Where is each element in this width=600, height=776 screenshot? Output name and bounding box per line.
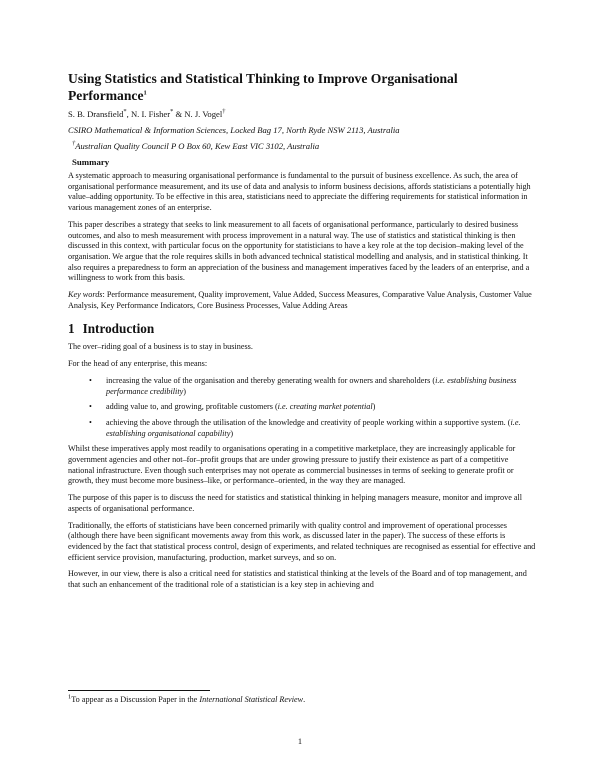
section-title: Introduction xyxy=(82,321,155,337)
author-3: & N. J. Vogel xyxy=(173,109,223,119)
list-item-text: increasing the value of the organisation and thereby generating wealth for owners and shareholders ( xyxy=(106,375,436,385)
affiliation-2 xyxy=(72,141,536,152)
intro-paragraph-2: For the head of any enterprise, this means: xyxy=(68,359,208,369)
footnote-rule xyxy=(68,690,210,691)
list-item-end: ) xyxy=(230,428,234,438)
list-item-emphasis: i.e. establishing business performance credibility xyxy=(106,375,517,396)
page-number: 1 xyxy=(297,737,303,746)
title-line-1: Using Statistics and Statistical Thinking to Improve Organisational xyxy=(68,71,458,86)
list-item-emphasis: i.e. creating market potential xyxy=(277,402,373,412)
intro-paragraph-4: The purpose of this paper is to discuss the need for statistics and statistical thinking in helping managers measure, monitor and improve all aspects of organisational performance. xyxy=(68,493,523,513)
section-heading-introduction xyxy=(68,321,536,336)
footnote-text: To appear as a Discussion Paper in the xyxy=(71,695,200,704)
intro-paragraph-3: Whilst these imperatives apply most readily to organisations operating in a competitive marketplace, they are increasingly applicable for government agencies and other not–for–profit groups that are under growing pressure to justify their existence as part of a competitive national infrastructure. Even though such enterprises may not operate as commercial businesses in terms of seeking to generate profit or growth, they must become more business–like, or performance–oriented, in the way they are managed. xyxy=(68,444,516,486)
footnote-marker: 1 xyxy=(68,693,72,701)
bullet-icon: • xyxy=(89,417,92,427)
affiliation-1: CSIRO Mathematical & Information Sciences, Locked Bag 17, North Ryde NSW 2113, Australia xyxy=(68,125,400,135)
title-line-2: Performance xyxy=(68,88,144,103)
bullet-icon: • xyxy=(89,402,92,412)
bullet-icon: • xyxy=(89,375,92,385)
abstract-paragraph-2: This paper describes a strategy that seeks to link measurement to all facets of organisational performance, particularly to desired business outcomes, and also to mesh measurement with process improvement in a natural way. The use of statistics and statistical thinking is then discussed in this context, with particular focus on the opportunity for statisticians to have a key role at the top decision–making level of the organisation. We argue that the role requires skills in both advanced technical statistical modelling and analysis, and in statistical thinking. It also requires a preparedness to form an appreciation of the business and management imperatives faced by the leaders of an enterprise, and a willingness to work from this basis. xyxy=(68,219,530,283)
author-2: , N. I. Fisher xyxy=(126,109,171,119)
intro-paragraph-6: However, in our view, there is also a critical need for statistics and statistical thinking at the levels of the Board and of top management, and that such an enhancement of the traditional role of a statistician is a key step in achieving and xyxy=(68,569,527,590)
list-item-text: adding value to, and growing, profitable customers ( xyxy=(106,402,278,412)
summary-heading: Summary xyxy=(72,157,110,167)
author-1-marker: * xyxy=(123,108,127,116)
author-list xyxy=(68,109,536,120)
abstract-paragraph-1: A systematic approach to measuring organisational performance is fundamental to the pursuit of business excellence. As such, the area of organisational performance measurement, and its use of data and analysis to inform business decisions, affords statisticians a potentially high value–adding opportunity. To be effective in this area, statisticians need to appreciate the differing requirements for statistical information in various management zones of an enterprise. xyxy=(68,171,531,213)
paper-title xyxy=(68,70,536,104)
intro-paragraph-5: Traditionally, the efforts of statisticians have been concerned primarily with quality control and improvement of operational processes (although there have been significant movements away from this work, as discussed later in the paper). The success of these efforts is evidenced by the fact that statistical process control, design of experiments, and related techniques are recognised as essential for effective and efficient service provision, manufacturing, production, market surveys, and so on. xyxy=(68,520,536,562)
list-item-text: achieving the above through the utilisation of the knowledge and creativity of people working within a supportive system. ( xyxy=(106,417,511,427)
list-item-end: ) xyxy=(372,402,376,412)
keywords-text: : Performance measurement, Quality improvement, Value Added, Success Measures, Comparative Value Analysis, Customer Value Analysis, Key Performance Indicators, Core Business Processes, Value Adding Areas xyxy=(68,290,532,310)
footnote xyxy=(68,695,305,705)
title-footnote-marker: 1 xyxy=(143,89,147,97)
footnote-end: . xyxy=(303,695,306,704)
list-item xyxy=(68,402,536,413)
list-item-end: ) xyxy=(183,386,186,396)
keywords-label: Key words xyxy=(68,290,103,300)
list-item xyxy=(68,376,536,397)
author-1: S. B. Dransfield xyxy=(68,109,124,119)
paper-body xyxy=(68,70,536,597)
affiliation-2-marker: † xyxy=(72,140,76,148)
list-item-emphasis: i.e. establishing organisational capability xyxy=(106,417,521,438)
intro-paragraph-1: The over–riding goal of a business is to stay in business. xyxy=(68,342,253,352)
footnote-journal: International Statistical Review xyxy=(199,695,304,704)
imperatives-list xyxy=(68,376,536,440)
list-item xyxy=(68,418,536,439)
affiliation-2-text: Australian Quality Council P O Box 60, Kew East VIC 3102, Australia xyxy=(75,141,320,151)
keywords xyxy=(68,290,536,311)
author-2-marker: * xyxy=(170,108,174,116)
author-3-marker: † xyxy=(222,108,226,116)
section-number: 1 xyxy=(68,321,75,337)
